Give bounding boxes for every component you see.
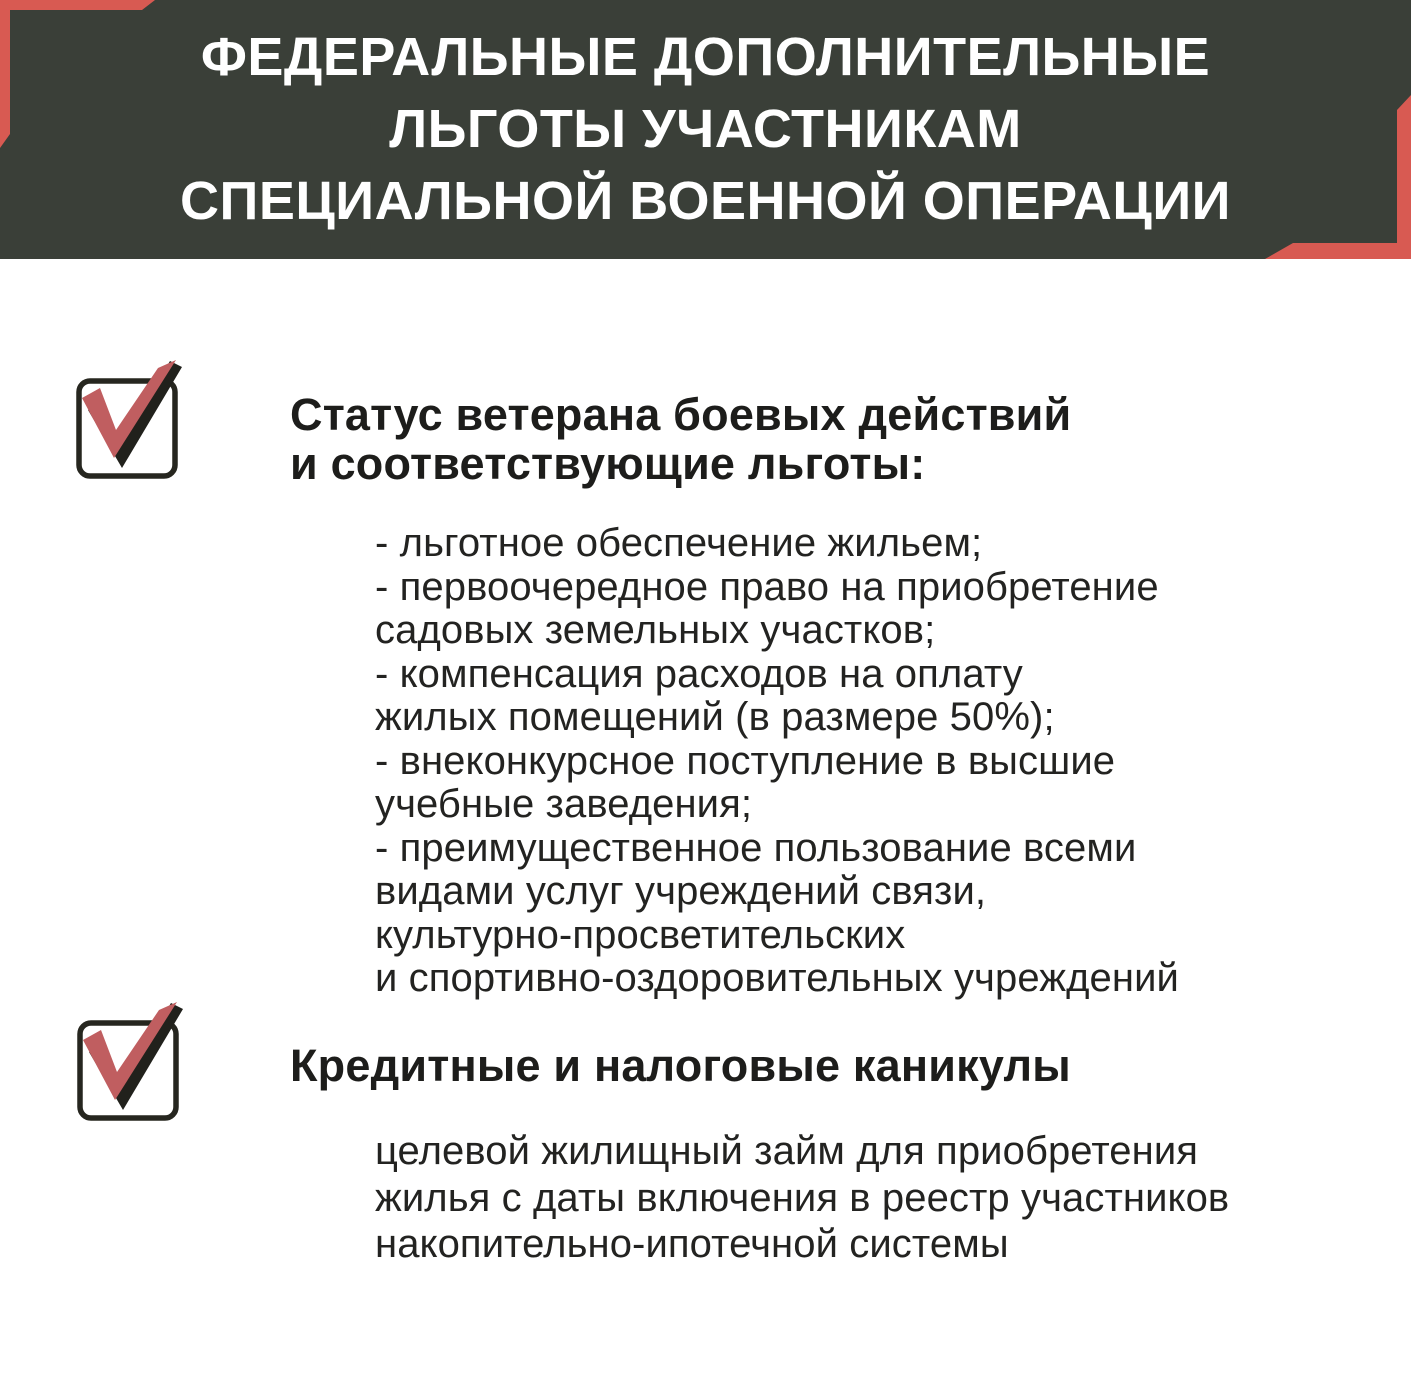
paragraph-line: жилья с даты включения в реестр участников: [375, 1175, 1230, 1220]
list-item-line: - льготное обеспечение жильем;: [375, 521, 983, 565]
section-2-paragraph: [375, 1128, 1229, 1268]
section-1-benefits-list: [375, 522, 1179, 1001]
page-title: [0, 21, 1411, 237]
heading-line: Кредитные и налоговые каникулы: [290, 1040, 1071, 1091]
list-item-line: садовых земельных участков;: [375, 608, 936, 652]
page-title-line: ФЕДЕРАЛЬНЫЕ ДОПОЛНИТЕЛЬНЫЕ: [200, 27, 1211, 87]
list-item-line: учебные заведения;: [375, 782, 753, 826]
list-item-line: - компенсация расходов на оплату: [375, 651, 1023, 696]
checked-checkbox-icon: [66, 358, 196, 483]
list-item-line: - первоочередное право на приобретение: [375, 564, 1159, 609]
paragraph-line: целевой жилищный займ для приобретения: [375, 1129, 1199, 1173]
page-title-line: СПЕЦИАЛЬНОЙ ВОЕННОЙ ОПЕРАЦИИ: [180, 171, 1231, 231]
page-title-line: ЛЬГОТЫ УЧАСТНИКАМ: [389, 99, 1022, 159]
section-1-heading: [290, 390, 1071, 488]
list-item-line: жилых помещений (в размере 50%);: [375, 695, 1055, 739]
list-item-line: видами услуг учреждений связи,: [375, 869, 987, 913]
list-item-line: культурно-просветительских: [375, 912, 906, 957]
list-item-line: - внеконкурсное поступление в высшие: [375, 738, 1116, 783]
header-banner: [0, 0, 1411, 259]
list-item-line: и спортивно-оздоровительных учреждений: [375, 956, 1179, 1000]
paragraph-line: накопительно-ипотечной системы: [375, 1222, 1009, 1266]
section-2-heading: [290, 1041, 1071, 1090]
list-item-line: - преимущественное пользование всеми: [375, 825, 1137, 870]
heading-line: и соответствующие льготы:: [290, 438, 926, 489]
checked-checkbox-icon: [67, 1000, 197, 1125]
heading-line: Статус ветерана боевых действий: [290, 389, 1072, 440]
